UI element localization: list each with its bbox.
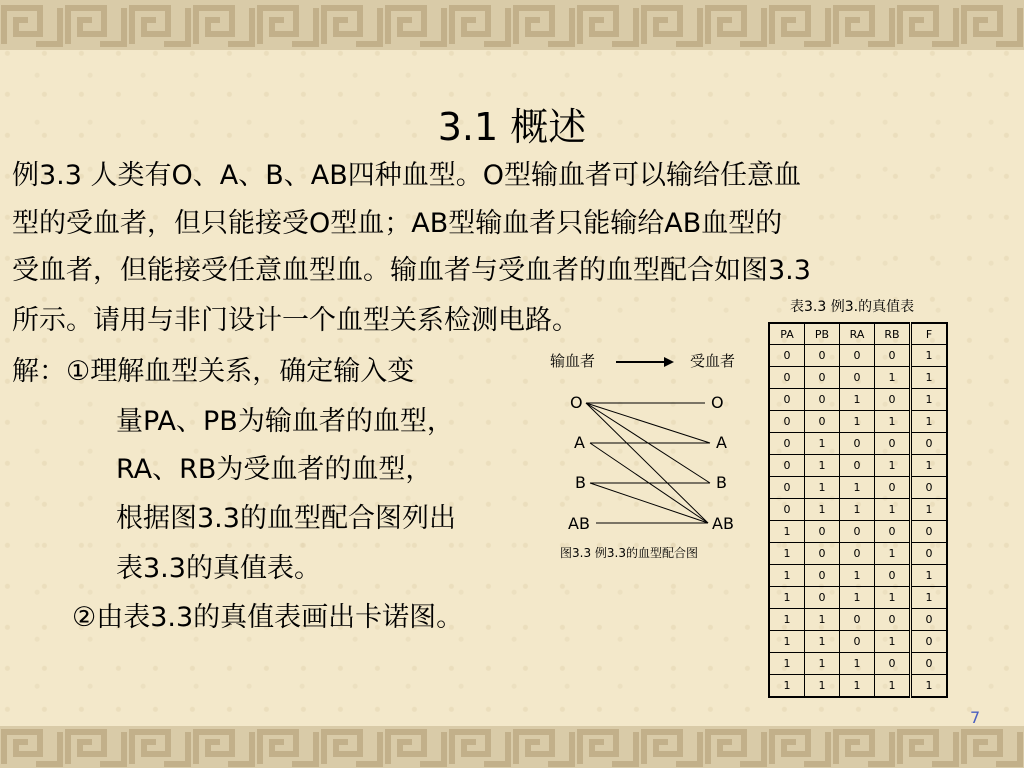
table-row [769, 367, 947, 389]
table-cell: 0 [875, 345, 911, 367]
table-cell: 1 [840, 675, 875, 698]
table-cell: 0 [769, 389, 805, 411]
table-cell: 0 [875, 565, 911, 587]
table-cell: 0 [840, 521, 875, 543]
table-cell: 0 [805, 389, 840, 411]
solution-line-4: 根据图3.3的血型配合图列出 [116, 503, 456, 534]
table-cell: 0 [840, 631, 875, 653]
table-cell: 1 [911, 675, 948, 698]
table-cell: 1 [875, 587, 911, 609]
table-cell: 1 [805, 433, 840, 455]
body-line-3: 受血者，但能接受任意血型血。输血者与受血者的血型配合如图3.3 [12, 255, 811, 286]
table-row [769, 543, 947, 565]
table-cell: 0 [911, 653, 948, 675]
table-cell: 0 [911, 433, 948, 455]
table-cell: 0 [769, 345, 805, 367]
table-cell: 1 [769, 543, 805, 565]
page-number: 7 [970, 708, 981, 727]
decorative-border-bottom [0, 726, 1024, 768]
table-row [769, 653, 947, 675]
table-cell: 0 [840, 345, 875, 367]
table-cell: 0 [875, 477, 911, 499]
table-cell: 1 [840, 587, 875, 609]
decorative-border-top [0, 0, 1024, 50]
table-cell: 0 [769, 499, 805, 521]
table-cell: 1 [875, 543, 911, 565]
solution-line-2: 量PA、PB为输血者的血型， [116, 406, 454, 437]
table-cell: 0 [840, 367, 875, 389]
table-cell: 1 [769, 653, 805, 675]
table-cell: 0 [911, 477, 948, 499]
table-cell: 0 [911, 631, 948, 653]
step-2-line: ②由表3.3的真值表画出卡诺图。 [72, 602, 464, 633]
donor-type-b: B [575, 473, 586, 492]
table-cell: 0 [875, 389, 911, 411]
solution-line-5: 表3.3的真值表。 [116, 553, 321, 584]
table-cell: 1 [769, 587, 805, 609]
table-row [769, 587, 947, 609]
table-cell: 1 [875, 455, 911, 477]
slide-title: 3.1 概述 [437, 105, 587, 149]
table-row [769, 609, 947, 631]
table-cell: 0 [875, 433, 911, 455]
table-row [769, 411, 947, 433]
table-cell: 1 [805, 675, 840, 698]
truth-table-header-cell: F [911, 323, 948, 345]
compatibility-lines [586, 403, 710, 523]
table-cell: 0 [805, 565, 840, 587]
table-cell: 1 [875, 499, 911, 521]
table-cell: 1 [840, 389, 875, 411]
arrow-head-icon [664, 357, 674, 367]
table-cell: 0 [805, 587, 840, 609]
table-cell: 0 [875, 521, 911, 543]
truth-table-body [769, 345, 947, 698]
table-cell: 1 [805, 631, 840, 653]
table-cell: 0 [840, 543, 875, 565]
table-cell: 1 [769, 631, 805, 653]
donor-type-a: A [574, 433, 585, 452]
table-cell: 1 [911, 411, 948, 433]
body-line-4: 所示。请用与非门设计一个血型关系检测电路。 [12, 305, 579, 336]
truth-table-header-cell: PA [769, 323, 805, 345]
table-row [769, 631, 947, 653]
table-cell: 1 [911, 565, 948, 587]
table-cell: 0 [875, 653, 911, 675]
table-row [769, 455, 947, 477]
donor-type-o: O [570, 393, 583, 412]
table-cell: 1 [769, 609, 805, 631]
table-cell: 1 [911, 389, 948, 411]
table-cell: 1 [769, 521, 805, 543]
table-row [769, 389, 947, 411]
table-cell: 0 [911, 521, 948, 543]
donor-label: 输血者 [550, 352, 596, 370]
table-cell: 0 [805, 367, 840, 389]
table-row [769, 521, 947, 543]
table-row [769, 499, 947, 521]
table-cell: 1 [875, 411, 911, 433]
table-cell: 1 [805, 455, 840, 477]
blood-type-diagram [540, 346, 760, 566]
table-cell: 0 [875, 609, 911, 631]
truth-table-header-cell: RB [875, 323, 911, 345]
table-cell: 0 [840, 433, 875, 455]
table-cell: 1 [911, 345, 948, 367]
table-row [769, 675, 947, 698]
table-cell: 1 [840, 477, 875, 499]
table-cell: 0 [805, 345, 840, 367]
table-cell: 1 [805, 499, 840, 521]
table-cell: 0 [840, 455, 875, 477]
table-cell: 1 [805, 477, 840, 499]
recipient-type-b: B [716, 473, 727, 492]
recipient-type-ab: AB [712, 514, 734, 533]
table-cell: 0 [911, 609, 948, 631]
recipient-type-a: A [716, 433, 727, 452]
table-cell: 1 [769, 565, 805, 587]
table-cell: 0 [805, 411, 840, 433]
table-cell: 1 [840, 499, 875, 521]
table-cell: 0 [769, 433, 805, 455]
diagram-caption: 图3.3 例3.3的血型配合图 [560, 546, 698, 560]
table-cell: 0 [805, 521, 840, 543]
solution-line-1: 解：①理解血型关系，确定输入变 [12, 356, 415, 387]
table-cell: 1 [840, 653, 875, 675]
truth-table-header-row [769, 323, 947, 345]
table-cell: 1 [805, 609, 840, 631]
donor-type-ab: AB [568, 514, 590, 533]
truth-table-header-cell: PB [805, 323, 840, 345]
table-row [769, 565, 947, 587]
table-cell: 1 [840, 411, 875, 433]
table-cell: 1 [805, 653, 840, 675]
table-cell: 1 [911, 499, 948, 521]
table-cell: 0 [840, 609, 875, 631]
table-caption: 表3.3 例3.的真值表 [790, 299, 915, 315]
table-row [769, 433, 947, 455]
table-row [769, 477, 947, 499]
table-cell: 1 [911, 367, 948, 389]
table-row [769, 345, 947, 367]
recipient-label: 受血者 [690, 352, 736, 370]
solution-line-3: RA、RB为受血者的血型， [116, 454, 433, 485]
table-cell: 1 [769, 675, 805, 698]
truth-table [768, 322, 948, 698]
table-cell: 0 [769, 455, 805, 477]
table-cell: 1 [875, 631, 911, 653]
table-cell: 0 [769, 367, 805, 389]
table-cell: 0 [769, 477, 805, 499]
table-cell: 1 [911, 455, 948, 477]
table-cell: 1 [911, 587, 948, 609]
table-cell: 0 [805, 543, 840, 565]
table-cell: 0 [911, 543, 948, 565]
table-cell: 1 [875, 367, 911, 389]
recipient-type-o: O [711, 393, 724, 412]
truth-table-header-cell: RA [840, 323, 875, 345]
table-cell: 1 [875, 675, 911, 698]
table-cell: 1 [840, 565, 875, 587]
table-cell: 0 [769, 411, 805, 433]
body-line-1: 例3.3 人类有O、A、B、AB四种血型。O型输血者可以输给任意血 [12, 160, 802, 191]
body-line-2: 型的受血者，但只能接受O型血；AB型输血者只能输给AB血型的 [12, 208, 783, 239]
